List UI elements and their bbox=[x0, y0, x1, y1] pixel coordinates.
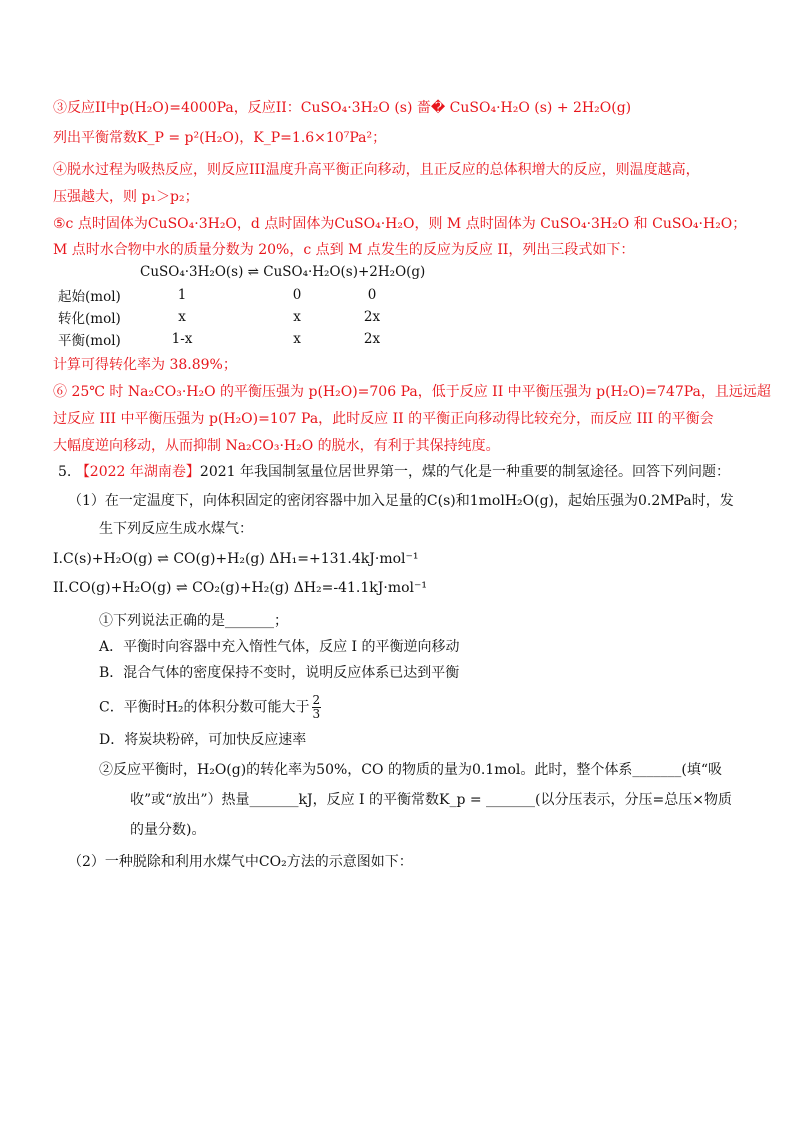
answer-conversion: 计算可得转化率为 38.89%； bbox=[53, 357, 237, 373]
option-c bbox=[99, 694, 323, 721]
part-1-line-a: （1）在一定温度下，向体积固定的密闭容器中加入足量的C(s)和1molH₂O(g)，起始压强为0.2MPa时，发 bbox=[68, 493, 734, 509]
cell: 2x bbox=[363, 309, 381, 325]
answer-line-3: ③反应II中p(H₂O)=4000Pa，反应II：CuSO₄·3H₂O (s) 嗇� CuSO₄·H₂O (s) + 2H₂O(g) bbox=[53, 100, 632, 116]
part-1-line-b: 生下列反应生成水煤气： bbox=[99, 521, 253, 537]
cell: 0 bbox=[367, 287, 377, 303]
answer-line-6a: ⑥ 25℃ 时 Na₂CO₃·H₂O 的平衡压强为 p(H₂O)=706 Pa，低于反应 II 中平衡压强为 p(H₂O)=747Pa，且远远超 bbox=[53, 384, 771, 400]
row-label: 转化(mol) bbox=[58, 311, 121, 327]
answer-line-6c: 大幅度逆向移动，从而抑制 Na₂CO₃·H₂O 的脱水，有利于其保持纯度。 bbox=[53, 438, 500, 454]
fraction-two-thirds: $\frac{2}{3}$ bbox=[312, 693, 321, 721]
cell: x bbox=[178, 309, 186, 325]
answer-line-4b: 压强越大，则 p₁＞p₂； bbox=[53, 189, 199, 205]
reaction-2: II.CO(g)+H₂O(g) ⇌ CO₂(g)+H₂(g) ΔH₂=-41.1kJ·mol⁻¹ bbox=[53, 580, 428, 596]
option-d: D．将炭块粉碎，可加快反应速率 bbox=[99, 732, 307, 748]
row-label: 起始(mol) bbox=[58, 289, 121, 305]
table-row bbox=[58, 306, 392, 328]
cell: 2x bbox=[363, 331, 381, 347]
question-5-header bbox=[58, 462, 730, 482]
question-intro: 2021 年我国制氢量位居世界第一，煤的气化是一种重要的制氢途径。回答下列问题： bbox=[199, 464, 730, 480]
answer-line-5b: M 点时水合物中水的质量分数为 20%，c 点到 M 点发生的反应为反应 II，列出三段式如下： bbox=[53, 242, 635, 258]
reaction-1: I.C(s)+H₂O(g) ⇌ CO(g)+H₂(g) ΔH₁=+131.4kJ·mol⁻¹ bbox=[53, 551, 419, 567]
sub-question-2-b: 收”或“放出”）热量_______kJ，反应 I 的平衡常数K_p = _______(以分压表示，分压=总压×物质 bbox=[130, 792, 732, 808]
answer-line-5a: ⑤c 点时固体为CuSO₄·3H₂O，d 点时固体为CuSO₄·H₂O，则 M 点时固体为 CuSO₄·3H₂O 和 CuSO₄·H₂O； bbox=[53, 216, 747, 232]
question-number: 5. bbox=[58, 464, 72, 480]
cell: 0 bbox=[292, 287, 302, 303]
ice-table bbox=[58, 284, 392, 350]
table-row bbox=[58, 284, 392, 306]
cell: 1-x bbox=[171, 331, 193, 347]
option-a: A．平衡时向容器中充入惰性气体，反应 I 的平衡逆向移动 bbox=[99, 639, 460, 655]
cell: x bbox=[293, 309, 301, 325]
option-c-text: C．平衡时H₂的体积分数可能大于 bbox=[99, 699, 310, 716]
answer-kp-line: 列出平衡常数K_P = p²(H₂O)，K_P=1.6×10⁷Pa²； bbox=[53, 130, 387, 146]
answer-line-6b: 过反应 III 中平衡压强为 p(H₂O)=107 Pa，此时反应 II 的平衡正向移动得比较充分，而反应 III 的平衡会 bbox=[53, 411, 714, 427]
table-row bbox=[58, 328, 392, 350]
sub-question-2-a: ②反应平衡时，H₂O(g)的转化率为50%，CO 的物质的量为0.1mol。此时，整个体系_______(填“吸 bbox=[99, 762, 723, 778]
sub-question-2-c: 的量分数)。 bbox=[130, 822, 206, 838]
answer-line-4a: ④脱水过程为吸热反应，则反应III温度升高平衡正向移动，且正反应的总体积增大的反应，则温度越高， bbox=[53, 162, 700, 178]
row-label: 平衡(mol) bbox=[58, 333, 121, 349]
sub-question-1: ①下列说法正确的是_______； bbox=[99, 613, 288, 629]
ice-equation: CuSO₄·3H₂O(s) ⇌ CuSO₄·H₂O(s)+2H₂O(g) bbox=[140, 264, 426, 280]
cell: x bbox=[293, 331, 301, 347]
question-source: 【2022 年湖南卷】 bbox=[75, 464, 200, 480]
part-2: （2）一种脱除和利用水煤气中CO₂方法的示意图如下： bbox=[68, 854, 413, 870]
cell: 1 bbox=[177, 287, 187, 303]
option-b: B．混合气体的密度保持不变时，说明反应体系已达到平衡 bbox=[99, 665, 460, 681]
